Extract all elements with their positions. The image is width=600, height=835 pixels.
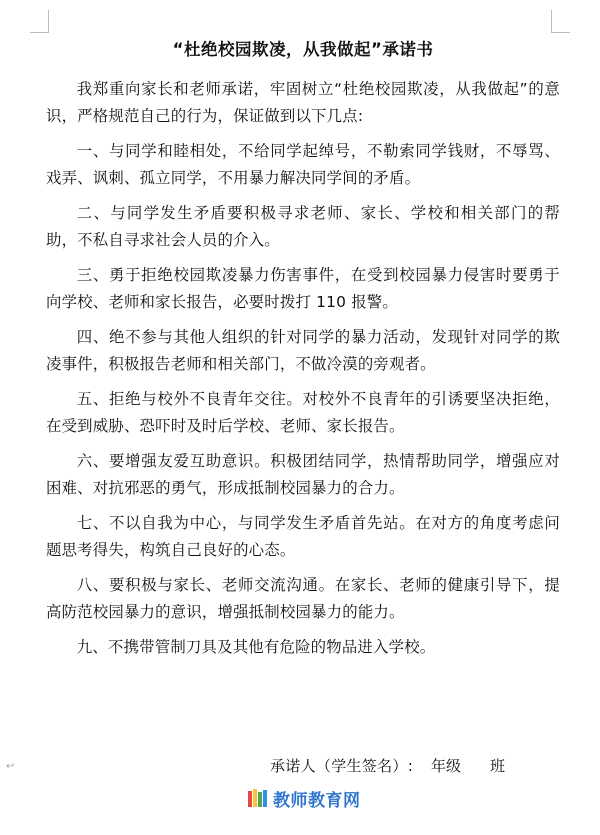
signature-grade: 年级 xyxy=(431,757,462,775)
paragraph-mark-icon: ↩ xyxy=(6,761,15,772)
paragraph-1: 一、与同学和睦相处，不给同学起绰号，不勒索同学钱财，不辱骂、戏弄、讽刺、孤立同学，不用暴力解决同学间的矛盾。 xyxy=(46,142,560,187)
paragraph-2: 二、与同学发生矛盾要积极寻求老师、家长、学校和相关部门的帮助，不私自寻求社会人员的介入。 xyxy=(46,204,560,249)
book-logo-icon xyxy=(247,787,269,809)
paragraph-4: 四、绝不参与其他人组织的针对同学的暴力活动，发现针对同学的欺凌事件，积极报告老师和相关部门，不做冷漠的旁观者。 xyxy=(46,328,560,373)
paragraph-9: 九、不携带管制刀具及其他有危险的物品进入学校。 xyxy=(76,638,436,656)
paragraph-5: 五、拒绝与校外不良青年交往。对校外不良青年的引诱要坚决拒绝，在受到威胁、恐吓时及时后学校、老师、家长报告。 xyxy=(46,390,560,435)
signature-class: 班 xyxy=(490,757,506,775)
paragraph-intro: 我郑重向家长和老师承诺，牢固树立“杜绝校园欺凌，从我做起”的意识，严格规范自己的行为，保证做到以下几点: xyxy=(46,80,560,125)
crop-mark-top-right xyxy=(551,10,570,33)
watermark xyxy=(247,785,361,811)
document-page xyxy=(46,38,560,669)
paragraph-6: 六、要增强友爱互助意识。积极团结同学，热情帮助同学，增强应对困难、对抗邪恶的勇气，形成抵制校园暴力的合力。 xyxy=(46,452,560,497)
crop-mark-top-left xyxy=(30,10,49,33)
paragraph-8: 八、要积极与家长、老师交流沟通。在家长、老师的健康引导下，提高防范校园暴力的意识，增强抵制校园暴力的能力。 xyxy=(46,576,560,621)
paragraph-7: 七、不以自我为中心，与同学发生矛盾首先站。在对方的角度考虑问题思考得失，构筑自己良好的心态。 xyxy=(46,514,560,559)
document-title: “杜绝校园欺凌，从我做起”承诺书 xyxy=(172,40,434,59)
signature-label: 承诺人（学生签名）: xyxy=(270,757,414,775)
watermark-text: 教师教育网 xyxy=(273,790,361,811)
paragraph-3: 三、勇于拒绝校园欺凌暴力伤害事件，在受到校园暴力侵害时要勇于向学校、老师和家长报告，必要时拨打 110 报警。 xyxy=(46,266,560,311)
